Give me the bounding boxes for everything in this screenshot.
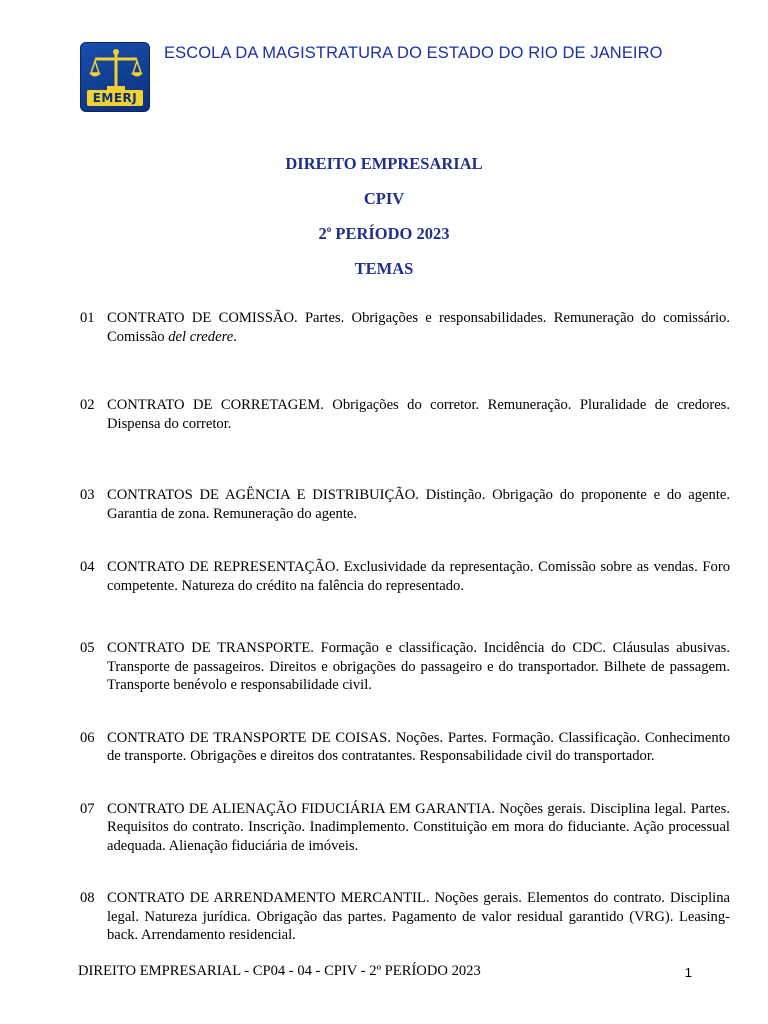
topic-item	[80, 889, 730, 945]
emerj-logo	[80, 42, 150, 112]
topic-number: 04	[80, 559, 95, 575]
section-title: TEMAS	[354, 259, 414, 278]
topic-number: 06	[80, 729, 95, 746]
topic-number: 02	[80, 397, 95, 413]
topic-item	[80, 558, 730, 595]
scales-of-justice-icon	[81, 43, 151, 95]
period-number: 2	[318, 224, 327, 243]
topics-list	[80, 309, 730, 945]
topic-item	[80, 396, 730, 433]
topic-number: 01	[80, 310, 95, 326]
topic-text: CONTRATO DE TRANSPORTE. Formação e classificação. Incidência do CDC. Cláusulas abusivas. Transporte de passageiros. Direitos e obrigações do passageiro e do transportador. Bilhete de passagem. Transporte benévolo e responsabilidade civil.	[107, 640, 730, 693]
topic-text: CONTRATO DE ALIENAÇÃO FIDUCIÁRIA EM GARANTIA. Noções gerais. Disciplina legal. Partes. Requisitos do contrato. Inscrição. Inadimplemento. Constituição em mora do fiduciante. Ação processual adequada. Alienação fiduciária de imóveis.	[107, 800, 730, 854]
topic-number: 07	[80, 800, 95, 817]
footer-text: DIREITO EMPRESARIAL - CP04 - 04 - CPIV - 2º PERÍODO 2023	[78, 963, 481, 979]
topic-item	[80, 800, 730, 856]
topic-text: CONTRATO DE TRANSPORTE DE COISAS. Noções. Partes. Formação. Classificação. Conhecimento de transporte. Obrigações e direitos dos contratantes. Responsabilidade civil do transportador.	[107, 729, 730, 764]
document-header	[80, 42, 663, 112]
topic-text: CONTRATO DE COMISSÃO. Partes. Obrigações e responsabilidades. Remuneração do comissário. Comissão del credere.	[107, 310, 730, 345]
topic-italic: del credere	[168, 328, 234, 345]
page-number: 1	[684, 965, 692, 980]
topic-item	[80, 486, 730, 523]
topic-number: 03	[80, 487, 95, 503]
topic-text: CONTRATO DE REPRESENTAÇÃO. Exclusividade da representação. Comissão sobre as vendas. Foro competente. Natureza do crédito na falência do representado.	[107, 559, 730, 594]
topic-number: 05	[80, 640, 95, 656]
topic-number: 08	[80, 890, 95, 906]
period-title	[0, 222, 768, 257]
subject-title: DIREITO EMPRESARIAL	[285, 154, 483, 173]
course-title: CPIV	[363, 189, 405, 208]
topic-text: CONTRATOS DE AGÊNCIA E DISTRIBUIÇÃO. Distinção. Obrigação do proponente e do agente. Garantia de zona. Remuneração do agente.	[107, 487, 730, 522]
topic-item	[80, 639, 730, 695]
period-rest: PERÍODO 2023	[331, 224, 450, 243]
topic-item	[80, 309, 730, 346]
school-name: ESCOLA DA MAGISTRATURA DO ESTADO DO RIO DE JANEIRO	[164, 44, 663, 62]
topic-text: CONTRATO DE ARRENDAMENTO MERCANTIL. Noções gerais. Elementos do contrato. Disciplina legal. Natureza jurídica. Obrigação das partes. Pagamento de valor residual garantido (VRG). Leasing-back. Arrendamento residencial.	[107, 890, 730, 943]
period-ordinal: o	[326, 224, 332, 234]
page-footer	[78, 963, 692, 980]
title-block	[0, 152, 768, 292]
topic-text: CONTRATO DE CORRETAGEM. Obrigações do corretor. Remuneração. Pluralidade de credores. Dispensa do corretor.	[107, 397, 730, 432]
logo-text: EMERJ	[87, 90, 143, 106]
topic-item	[80, 729, 730, 766]
